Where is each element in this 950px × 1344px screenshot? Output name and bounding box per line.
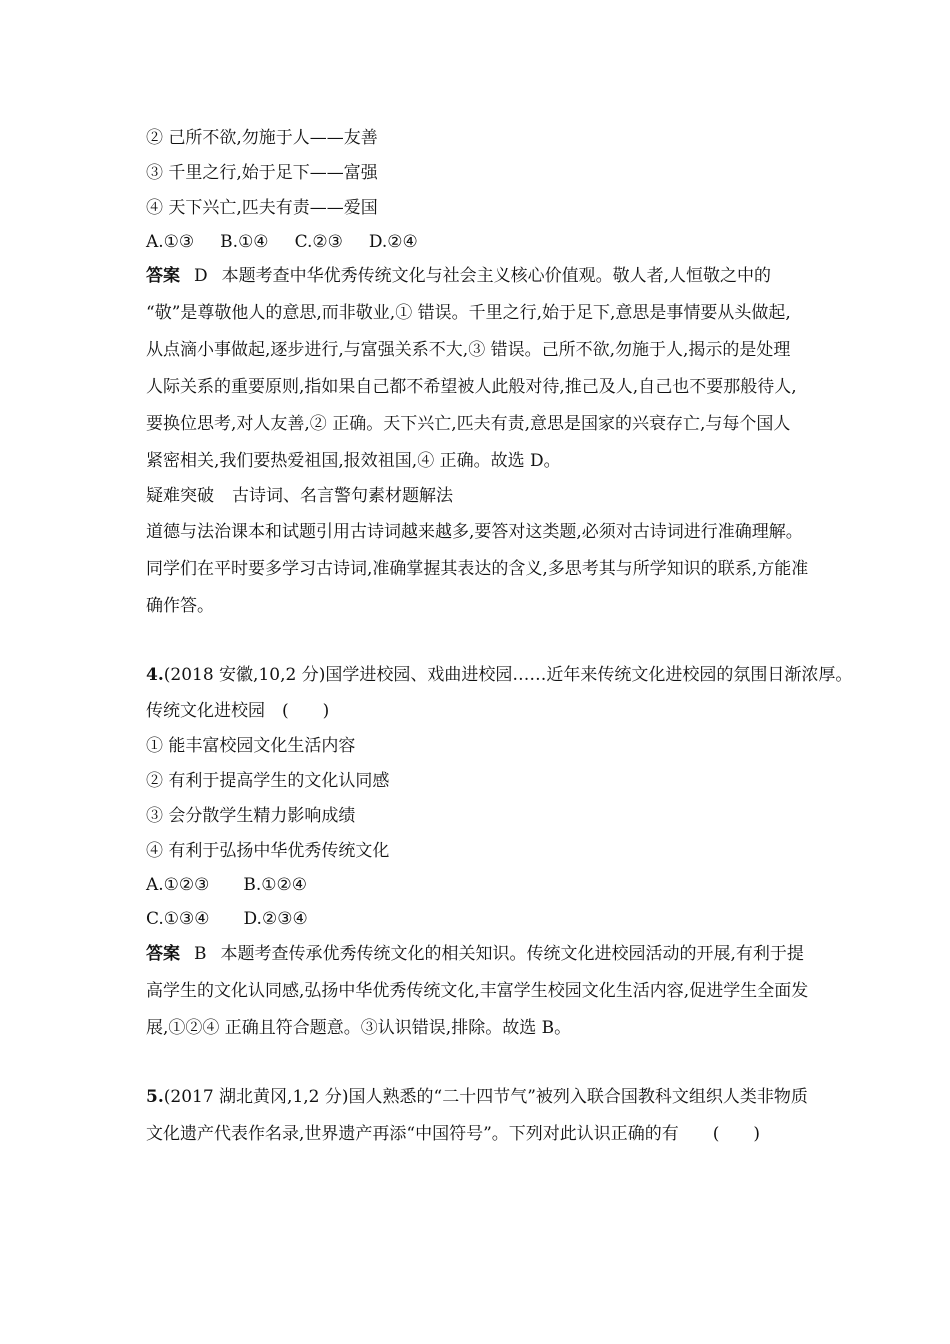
q3-option-c: C.②③ bbox=[294, 232, 343, 252]
q3-option-a: A.①③ bbox=[146, 232, 195, 252]
q4-item-4: ④ 有利于弘扬中华优秀传统文化 bbox=[146, 841, 390, 861]
q4-item-1: ① 能丰富校园文化生活内容 bbox=[146, 736, 356, 756]
q3-explanation-line: 人际关系的重要原则,指如果自己都不希望被人此般对待,推己及人,自己也不要那般待人, bbox=[146, 377, 797, 397]
q3-item-4: ④ 天下兴亡,匹夫有责——爱国 bbox=[146, 198, 378, 218]
q4-stem-line-1 bbox=[146, 664, 852, 686]
q3-item-2: ② 己所不欲,勿施于人——友善 bbox=[146, 128, 378, 148]
q4-answer-line-1 bbox=[146, 943, 804, 965]
q3-answer-label: 答案 bbox=[146, 266, 180, 286]
q4-source: (2018 安徽,10,2 分) bbox=[163, 665, 326, 685]
q4-answer-letter: B bbox=[194, 944, 207, 964]
q4-option-c: C.①③④ bbox=[146, 909, 210, 929]
q4-options-row-2 bbox=[146, 908, 308, 930]
q4-explanation-line: 展,①②④ 正确且符合题意。③认识错误,排除。故选 B。 bbox=[146, 1018, 572, 1038]
q3-tip-title: 疑难突破 bbox=[146, 486, 214, 506]
q4-options-row-1 bbox=[146, 874, 307, 896]
q3-explanation-line: 从点滴小事做起,逐步进行,与富强关系不大,③ 错误。己所不欲,勿施于人,揭示的是处理 bbox=[146, 340, 791, 360]
q4-item-3: ③ 会分散学生精力影响成绩 bbox=[146, 806, 356, 826]
q3-tip-line: 同学们在平时要多学习古诗词,准确掌握其表达的含义,多思考其与所学知识的联系,方能准 bbox=[146, 559, 809, 579]
q4-option-d: D.②③④ bbox=[243, 909, 308, 929]
q4-stem-text: 国学进校园、戏曲进校园……近年来传统文化进校园的氛围日渐浓厚。 bbox=[325, 665, 853, 685]
q3-tip-line: 道德与法治课本和试题引用古诗词越来越多,要答对这类题,必须对古诗词进行准确理解。 bbox=[146, 522, 803, 542]
q5-stem-line-2: 文化遗产代表作名录,世界遗产再添“中国符号”。下列对此认识正确的有 ( ) bbox=[146, 1124, 761, 1144]
q3-explanation-line: 紧密相关,我们要热爱祖国,报效祖国,④ 正确。故选 D。 bbox=[146, 451, 561, 471]
q3-option-b: B.①④ bbox=[220, 232, 269, 252]
q3-tip-line: 确作答。 bbox=[146, 596, 214, 616]
q5-stem-line-1 bbox=[146, 1086, 808, 1108]
q3-explanation-text: 本题考查中华优秀传统文化与社会主义核心价值观。敬人者,人恒敬之中的 bbox=[221, 266, 772, 286]
q3-item-3: ③ 千里之行,始于足下——富强 bbox=[146, 163, 378, 183]
q3-answer-letter: D bbox=[194, 266, 208, 286]
q4-option-b: B.①②④ bbox=[243, 875, 308, 895]
q5-source: (2017 湖北黄冈,1,2 分) bbox=[163, 1087, 349, 1107]
q3-tip-subtitle: 古诗词、名言警句素材题解法 bbox=[232, 486, 453, 506]
q3-options bbox=[146, 231, 418, 253]
q4-answer-label: 答案 bbox=[146, 944, 180, 964]
q3-explanation-line: 要换位思考,对人友善,② 正确。天下兴亡,匹夫有责,意思是国家的兴衰存亡,与每个国人 bbox=[146, 414, 791, 434]
q5-number: 5. bbox=[146, 1087, 164, 1107]
q5-stem-text: 国人熟悉的“二十四节气”被列入联合国教科文组织人类非物质 bbox=[348, 1087, 808, 1107]
q4-number: 4. bbox=[146, 665, 164, 685]
q4-explanation-text: 本题考查传承优秀传统文化的相关知识。传统文化进校园活动的开展,有利于提 bbox=[220, 944, 804, 964]
q3-explanation-line: “敬”是尊敬他人的意思,而非敬业,① 错误。千里之行,始于足下,意思是事情要从头做起, bbox=[146, 303, 791, 323]
q3-tip-heading bbox=[146, 485, 453, 507]
q4-option-a: A.①②③ bbox=[146, 875, 210, 895]
q4-item-2: ② 有利于提高学生的文化认同感 bbox=[146, 771, 390, 791]
q3-option-d: D.②④ bbox=[368, 232, 418, 252]
q4-stem-line-2: 传统文化进校园 ( ) bbox=[146, 701, 330, 721]
q3-answer-line-1 bbox=[146, 265, 771, 287]
q4-explanation-line: 高学生的文化认同感,弘扬中华优秀传统文化,丰富学生校园文化生活内容,促进学生全面发 bbox=[146, 981, 809, 1001]
